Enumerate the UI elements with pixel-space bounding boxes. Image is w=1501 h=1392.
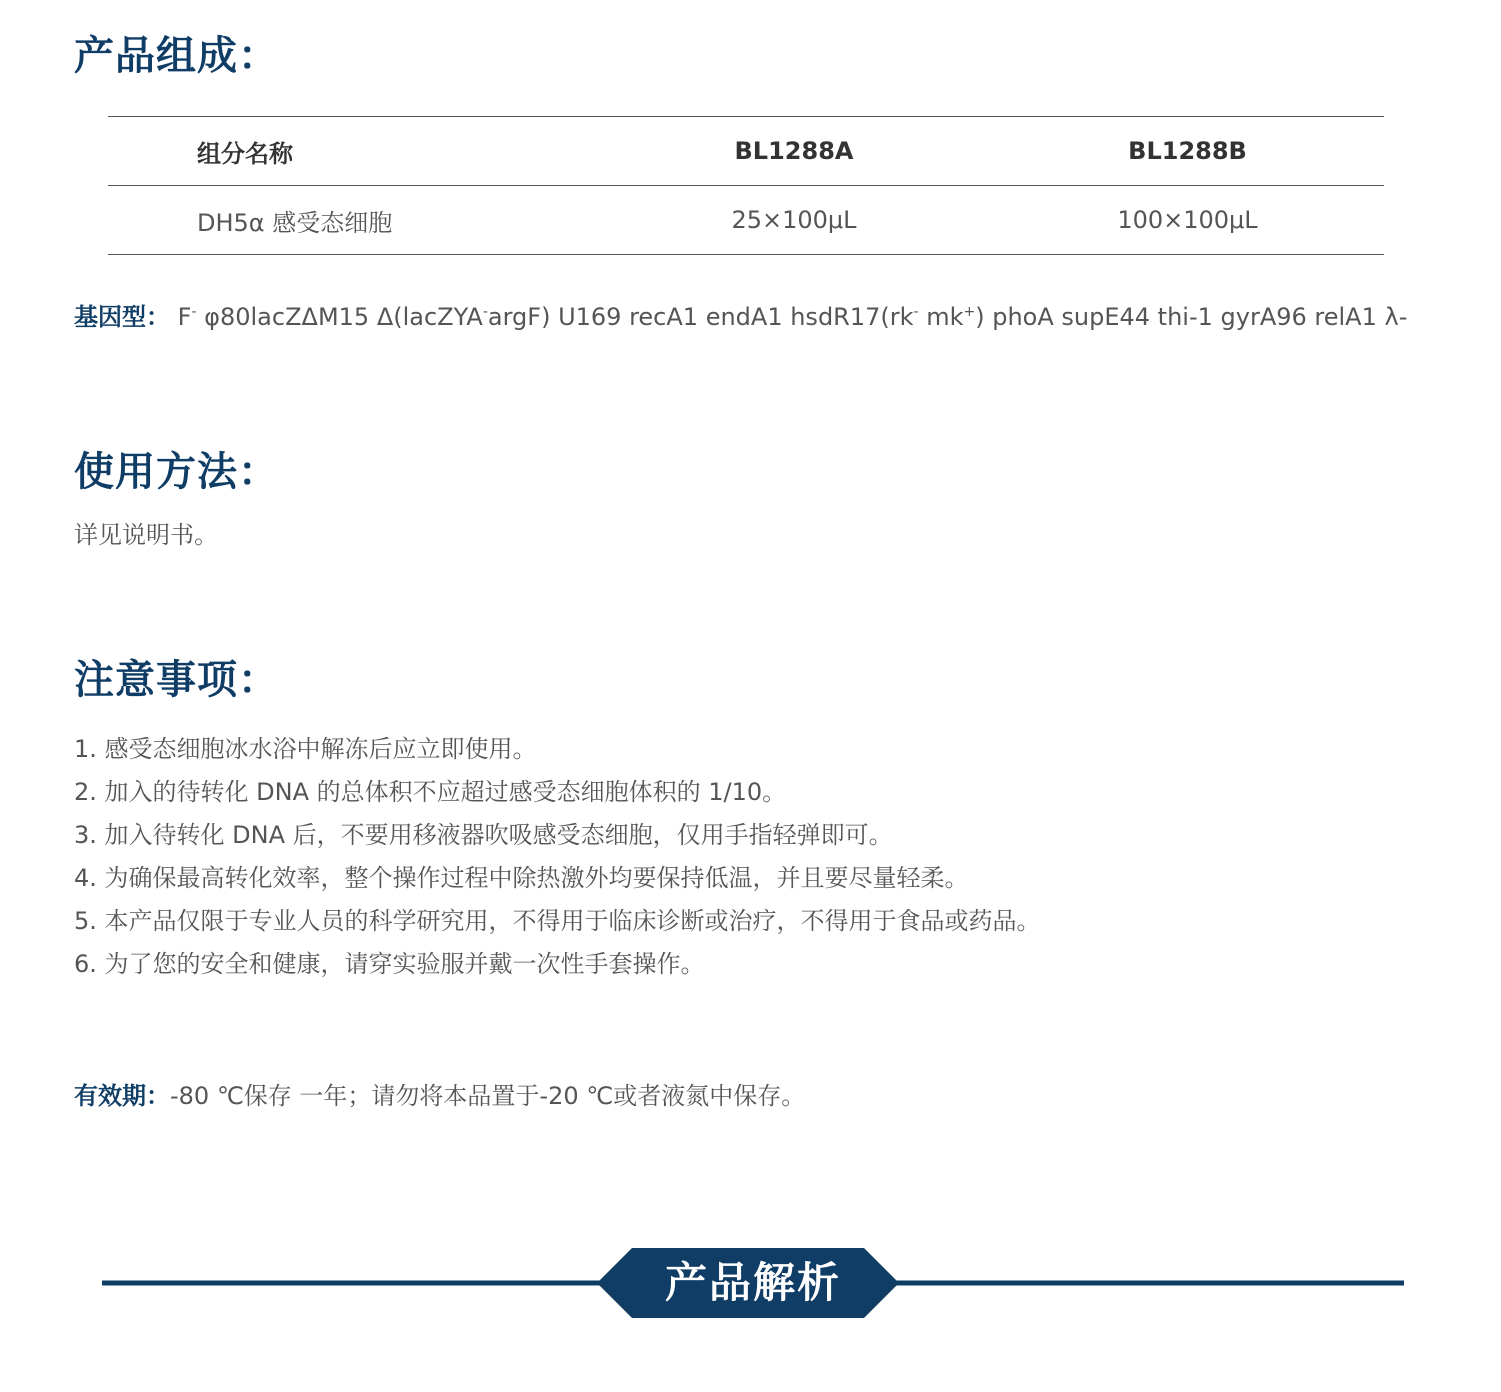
genotype-label: 基因型： — [74, 303, 170, 331]
table-header-row — [108, 117, 1384, 186]
cell-component-name: DH5α 感受态细胞 — [197, 208, 393, 237]
list-item: 3. 加入待转化 DNA 后，不要用移液器吹吸感受态细胞，仅用手指轻弹即可。 — [74, 821, 893, 849]
header-component-name: 组分名称 — [197, 139, 293, 168]
cell-bl1288a: 25×100μL — [731, 206, 857, 234]
validity-text: -80 ℃保存 一年；请勿将本品置于-20 ℃或者液氮中保存。 — [170, 1082, 806, 1110]
usage-title: 使用方法： — [74, 449, 279, 495]
validity-line — [74, 1078, 805, 1114]
section-banner — [102, 1246, 1404, 1320]
list-item: 5. 本产品仅限于专业人员的科学研究用，不得用于临床诊断或治疗，不得用于食品或药品。 — [74, 907, 1041, 935]
validity-label: 有效期： — [74, 1082, 170, 1110]
notes-list — [74, 728, 1041, 986]
genotype-text: F- φ80lacZΔM15 Δ(lacZYA-argF) U169 recA1 endA1 hsdR17(rk- mk+) phoA supE44 thi-1 gyrA96 relA1 λ- — [177, 303, 1408, 331]
table-row — [108, 186, 1384, 255]
header-bl1288a: BL1288A — [734, 137, 854, 165]
cell-bl1288b: 100×100μL — [1117, 206, 1258, 234]
header-bl1288b: BL1288B — [1128, 137, 1247, 165]
list-item: 1. 感受态细胞冰水浴中解冻后应立即使用。 — [74, 735, 537, 763]
composition-title: 产品组成： — [74, 33, 279, 79]
list-item: 4. 为确保最高转化效率，整个操作过程中除热激外均要保持低温，并且要尽量轻柔。 — [74, 864, 969, 892]
genotype-line — [74, 299, 1407, 335]
notes-title: 注意事项： — [74, 657, 279, 703]
usage-text: 详见说明书。 — [74, 521, 218, 549]
banner-title: 产品解析 — [664, 1258, 841, 1307]
list-item: 6. 为了您的安全和健康，请穿实验服并戴一次性手套操作。 — [74, 950, 705, 978]
list-item: 2. 加入的待转化 DNA 的总体积不应超过感受态细胞体积的 1/10。 — [74, 778, 787, 806]
composition-table — [108, 116, 1384, 255]
